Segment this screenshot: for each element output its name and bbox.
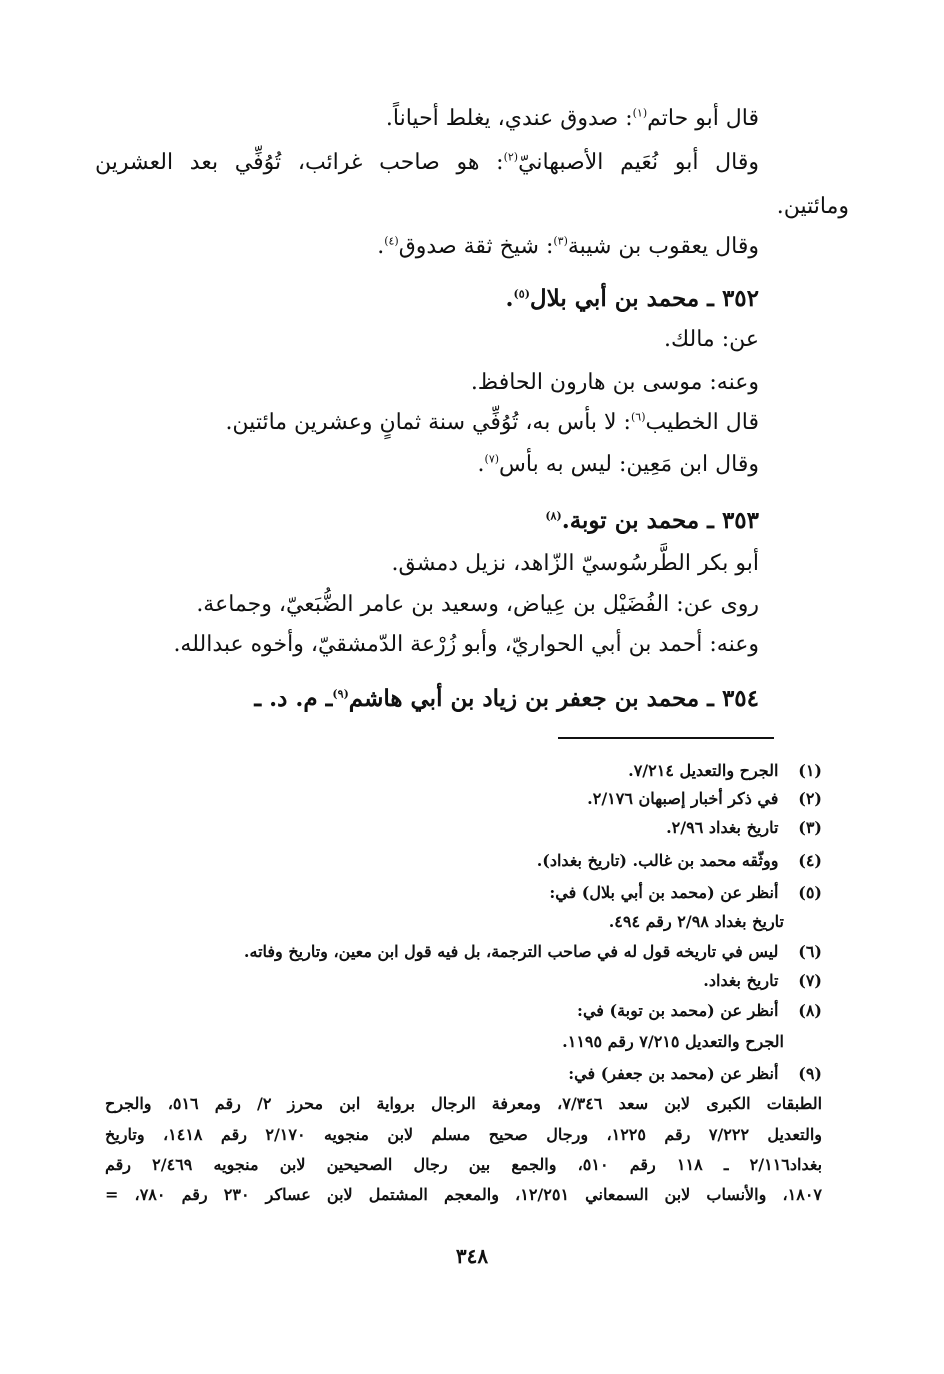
footnote-text: في ذكر أخبار إصبهان ٢/١٧٦. (587, 789, 779, 808)
footnote-ref[interactable]: (٥) (513, 287, 530, 301)
footnote-text: ليس في تاريخه قول له في صاحب الترجمة، بل فيه قول ابن معين، وتاريخ وفاته. (243, 942, 779, 961)
text-span: قال الخطيب (645, 410, 759, 435)
page-number: ٣٤٨ (455, 1244, 489, 1268)
footnote-3 (666, 816, 822, 840)
footnote-5 (549, 881, 822, 905)
text-line: أبو بكر الطَّرسُوسيّ الزّاهد، نزيل دمشق. (391, 551, 759, 576)
footnote-9-line: الطبقات الكبرى لابن سعد ٧/٣٤٦، ومعرفة الرجال برواية ابن محرز ٢/ رقم ٥١٦، والجرح (105, 1094, 823, 1113)
text-line: روى عن: الفُضَيْل بن عِياض، وسعيد بن عامر الضُّبَعيّ، وجماعة. (196, 592, 759, 617)
footnote-number: (٨) (798, 1001, 822, 1020)
footnote-text: أنظر عن (محمد بن توبة) في: (577, 1001, 779, 1020)
entry-heading-352 (506, 284, 759, 314)
footnote-ref[interactable]: (٤) (384, 234, 399, 248)
text-span: قال أبو حاتم (647, 106, 759, 131)
footnote-9-line: والتعديل ٧/٢٢٢ رقم ١٢٢٥، ورجال صحيح مسلم لابن منجويه ٢/١٧٠ رقم ١٤١٨، وتاريخ (105, 1125, 822, 1144)
text-span: . (377, 234, 385, 259)
footnote-text: أنظر عن (محمد بن أبي بلال) في: (549, 883, 779, 902)
text-line: وعنه: موسى بن هارون الحافظ. (470, 370, 759, 395)
heading-text: ٣٥٢ ـ محمد بن أبي بلال (529, 285, 759, 312)
footnote-ref[interactable]: (٧) (484, 452, 500, 466)
footnote-number: (٢) (798, 789, 822, 808)
text-span: . (505, 285, 514, 312)
text-span: : هو صاحب غرائب، تُوُفِّي بعد العشرين (95, 150, 504, 175)
text-line (386, 104, 759, 134)
footnote-divider (558, 737, 774, 739)
entry-heading-353 (545, 506, 759, 536)
footnote-ref[interactable]: (٨) (545, 509, 562, 523)
footnote-number: (٧) (798, 971, 822, 990)
footnote-text: ووثّقه محمد بن غالب. (تاريخ بغداد). (536, 851, 779, 870)
footnote-number: (٤) (798, 851, 822, 870)
footnote-7 (703, 969, 822, 993)
text-span: وقال ابن مَعِين: ليس به بأس (499, 452, 759, 477)
footnote-2 (587, 787, 822, 811)
text-line: وعنه: أحمد بن أبي الحواريّ، وأبو زُرْعة الدّمشقيّ، وأخوه عبدالله. (173, 632, 759, 657)
footnote-text: تاريخ بغداد. (703, 971, 779, 990)
footnote-8-cont: الجرح والتعديل ٧/٢١٥ رقم ١١٩٥. (562, 1032, 784, 1051)
text-line (95, 148, 759, 178)
footnote-1 (628, 759, 822, 783)
footnote-number: (٩) (798, 1064, 822, 1083)
footnote-9-line: ١٨٠٧، والأنساب لابن السمعاني ١٢/٢٥١، والمعجم المشتمل لابن عساكر ٢٣٠ رقم ٧٨٠، = (105, 1185, 823, 1204)
footnote-5-cont: تاريخ بغداد ٢/٩٨ رقم ٤٩٤. (608, 912, 784, 931)
text-span: وقال أبو نُعَيم الأصبهانيّ (518, 150, 759, 175)
footnote-text: الجرح والتعديل ٧/٢١٤. (628, 761, 779, 780)
footnote-8 (577, 999, 822, 1023)
text-span: وقال يعقوب بن شيبة (567, 234, 759, 259)
heading-text: ٣٥٣ ـ محمد بن توبة. (561, 507, 759, 534)
text-line: ومائتين. (776, 194, 849, 219)
text-line (377, 232, 759, 262)
footnote-4 (537, 849, 822, 873)
footnote-number: (٦) (798, 942, 822, 961)
heading-text: ٣٥٤ ـ محمد بن جعفر بن زياد بن أبي هاشم (348, 685, 759, 712)
footnote-number: (١) (798, 761, 822, 780)
text-line (478, 450, 759, 480)
footnote-9-line: بغداد٢/١١٦ ـ ١١٨ رقم ٥١٠، والجمع بين رجال الصحيحين لابن منجويه ٢/٤٦٩ رقم (105, 1155, 823, 1174)
text-span: : صدوق عندي، يغلط أحياناً. (385, 106, 633, 131)
footnote-ref[interactable]: (٦) (630, 410, 646, 424)
footnote-text: تاريخ بغداد ٢/٩٦. (666, 818, 779, 837)
footnote-ref[interactable]: (٢) (503, 150, 519, 164)
text-span: : لا بأس به، تُوُفِّي سنة ثمانٍ وعشرين مائتين. (225, 410, 631, 435)
footnote-ref[interactable]: (٩) (332, 687, 349, 701)
text-span: : شيخ ثقة صدوق (398, 234, 554, 259)
footnote-text: أنظر عن (محمد بن جعفر) في: (568, 1064, 779, 1083)
footnote-9 (568, 1062, 822, 1086)
footnote-ref[interactable]: (١) (632, 106, 648, 120)
text-span: ـ م. د. ـ (254, 685, 333, 712)
text-line (225, 408, 759, 438)
footnote-ref[interactable]: (٣) (553, 234, 568, 248)
entry-heading-354 (254, 684, 759, 714)
text-span: . (477, 452, 485, 477)
footnote-6 (244, 940, 822, 964)
footnote-number: (٥) (798, 883, 822, 902)
footnote-number: (٣) (798, 818, 822, 837)
text-line: عن: مالك. (663, 327, 759, 352)
